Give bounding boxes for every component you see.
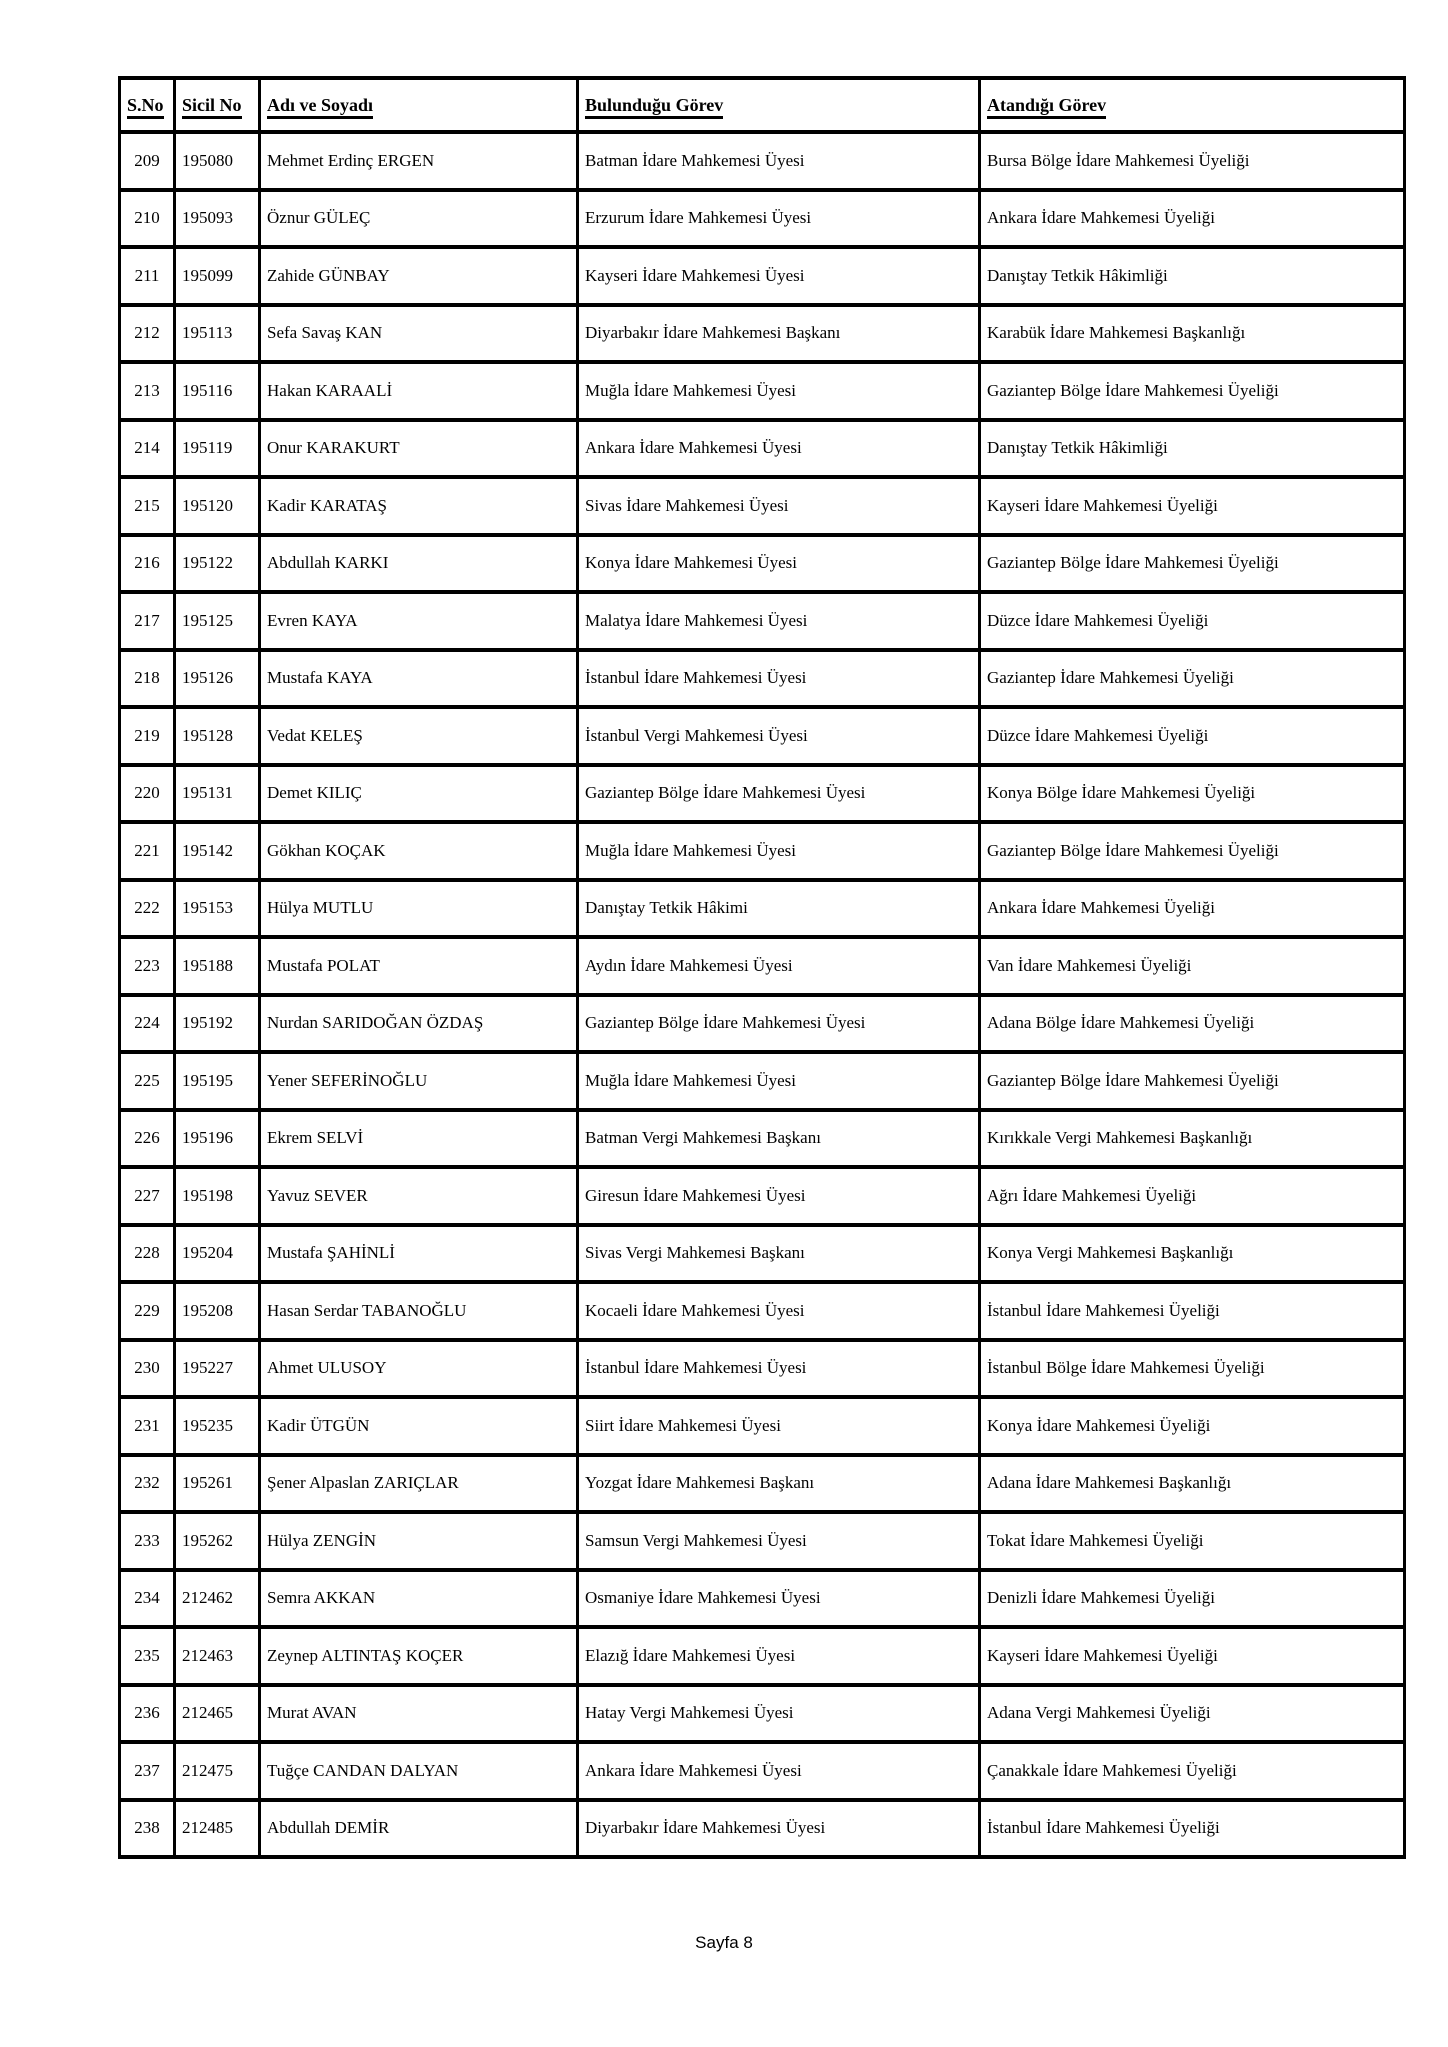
table-row [120, 1282, 1405, 1340]
cell-registry-no: 212475 [175, 1742, 260, 1800]
cell-name: Hakan KARAALİ [260, 362, 578, 420]
cell-assigned-position: Düzce İdare Mahkemesi Üyeliği [980, 592, 1405, 650]
cell-registry-no: 195142 [175, 822, 260, 880]
cell-registry-no: 212463 [175, 1627, 260, 1685]
cell-registry-no: 195113 [175, 305, 260, 363]
table-row [120, 132, 1405, 190]
cell-current-position: Ankara İdare Mahkemesi Üyesi [578, 1742, 980, 1800]
cell-current-position: Kayseri İdare Mahkemesi Üyesi [578, 247, 980, 305]
table-row [120, 420, 1405, 478]
cell-current-position: Ankara İdare Mahkemesi Üyesi [578, 420, 980, 478]
cell-current-position: Danıştay Tetkik Hâkimi [578, 880, 980, 938]
cell-current-position: Konya İdare Mahkemesi Üyesi [578, 535, 980, 593]
cell-registry-no: 195131 [175, 765, 260, 823]
cell-current-position: Gaziantep Bölge İdare Mahkemesi Üyesi [578, 765, 980, 823]
cell-name: Zeynep ALTINTAŞ KOÇER [260, 1627, 578, 1685]
cell-assigned-position: İstanbul Bölge İdare Mahkemesi Üyeliği [980, 1340, 1405, 1398]
cell-current-position: Giresun İdare Mahkemesi Üyesi [578, 1167, 980, 1225]
cell-assigned-position: Danıştay Tetkik Hâkimliği [980, 247, 1405, 305]
cell-serial-no: 231 [120, 1397, 175, 1455]
cell-name: Evren KAYA [260, 592, 578, 650]
cell-current-position: Gaziantep Bölge İdare Mahkemesi Üyesi [578, 995, 980, 1053]
table-row [120, 1225, 1405, 1283]
cell-current-position: Muğla İdare Mahkemesi Üyesi [578, 822, 980, 880]
cell-current-position: Diyarbakır İdare Mahkemesi Başkanı [578, 305, 980, 363]
cell-serial-no: 236 [120, 1685, 175, 1743]
cell-serial-no: 209 [120, 132, 175, 190]
cell-current-position: İstanbul İdare Mahkemesi Üyesi [578, 650, 980, 708]
table-header-row [120, 78, 1405, 132]
cell-assigned-position: Adana Vergi Mahkemesi Üyeliği [980, 1685, 1405, 1743]
cell-serial-no: 228 [120, 1225, 175, 1283]
table-row [120, 1167, 1405, 1225]
cell-assigned-position: Konya Bölge İdare Mahkemesi Üyeliği [980, 765, 1405, 823]
cell-current-position: Aydın İdare Mahkemesi Üyesi [578, 937, 980, 995]
cell-name: Mustafa POLAT [260, 937, 578, 995]
cell-registry-no: 212465 [175, 1685, 260, 1743]
cell-registry-no: 195192 [175, 995, 260, 1053]
cell-assigned-position: Danıştay Tetkik Hâkimliği [980, 420, 1405, 478]
cell-serial-no: 226 [120, 1110, 175, 1168]
cell-current-position: İstanbul Vergi Mahkemesi Üyesi [578, 707, 980, 765]
cell-registry-no: 195153 [175, 880, 260, 938]
cell-name: Öznur GÜLEÇ [260, 190, 578, 248]
cell-assigned-position: Düzce İdare Mahkemesi Üyeliği [980, 707, 1405, 765]
cell-current-position: Elazığ İdare Mahkemesi Üyesi [578, 1627, 980, 1685]
cell-serial-no: 234 [120, 1570, 175, 1628]
header-name-label: Adı ve Soyadı [267, 95, 373, 119]
header-registry-no [175, 78, 260, 132]
cell-registry-no: 195227 [175, 1340, 260, 1398]
table-row [120, 1800, 1405, 1858]
header-name [260, 78, 578, 132]
table-row [120, 362, 1405, 420]
cell-name: Mehmet Erdinç ERGEN [260, 132, 578, 190]
cell-name: Yener SEFERİNOĞLU [260, 1052, 578, 1110]
cell-current-position: Yozgat İdare Mahkemesi Başkanı [578, 1455, 980, 1513]
cell-current-position: Muğla İdare Mahkemesi Üyesi [578, 1052, 980, 1110]
cell-registry-no: 195080 [175, 132, 260, 190]
cell-name: Demet KILIÇ [260, 765, 578, 823]
table-row [120, 650, 1405, 708]
cell-assigned-position: Denizli İdare Mahkemesi Üyeliği [980, 1570, 1405, 1628]
cell-serial-no: 211 [120, 247, 175, 305]
cell-name: Semra AKKAN [260, 1570, 578, 1628]
cell-serial-no: 232 [120, 1455, 175, 1513]
cell-assigned-position: Bursa Bölge İdare Mahkemesi Üyeliği [980, 132, 1405, 190]
cell-registry-no: 195195 [175, 1052, 260, 1110]
cell-name: Kadir KARATAŞ [260, 477, 578, 535]
cell-serial-no: 230 [120, 1340, 175, 1398]
header-current-position-label: Bulunduğu Görev [585, 95, 723, 119]
cell-serial-no: 221 [120, 822, 175, 880]
header-serial-no-label: S.No [127, 95, 164, 119]
cell-registry-no: 195208 [175, 1282, 260, 1340]
table-row [120, 880, 1405, 938]
cell-registry-no: 195099 [175, 247, 260, 305]
cell-assigned-position: Ankara İdare Mahkemesi Üyeliği [980, 190, 1405, 248]
table-row [120, 995, 1405, 1053]
cell-serial-no: 224 [120, 995, 175, 1053]
table-row [120, 1570, 1405, 1628]
table-row [120, 1685, 1405, 1743]
cell-current-position: Osmaniye İdare Mahkemesi Üyesi [578, 1570, 980, 1628]
table-row [120, 707, 1405, 765]
table-row [120, 305, 1405, 363]
cell-name: Hülya ZENGİN [260, 1512, 578, 1570]
cell-registry-no: 212462 [175, 1570, 260, 1628]
cell-assigned-position: Çanakkale İdare Mahkemesi Üyeliği [980, 1742, 1405, 1800]
header-assigned-position-label: Atandığı Görev [987, 95, 1106, 119]
cell-serial-no: 214 [120, 420, 175, 478]
cell-current-position: Kocaeli İdare Mahkemesi Üyesi [578, 1282, 980, 1340]
cell-name: Nurdan SARIDOĞAN ÖZDAŞ [260, 995, 578, 1053]
cell-serial-no: 235 [120, 1627, 175, 1685]
cell-name: Şener Alpaslan ZARIÇLAR [260, 1455, 578, 1513]
cell-registry-no: 195235 [175, 1397, 260, 1455]
cell-current-position: Diyarbakır İdare Mahkemesi Üyesi [578, 1800, 980, 1858]
cell-assigned-position: Van İdare Mahkemesi Üyeliği [980, 937, 1405, 995]
cell-current-position: Sivas Vergi Mahkemesi Başkanı [578, 1225, 980, 1283]
header-serial-no [120, 78, 175, 132]
cell-current-position: Muğla İdare Mahkemesi Üyesi [578, 362, 980, 420]
cell-serial-no: 216 [120, 535, 175, 593]
cell-registry-no: 195196 [175, 1110, 260, 1168]
table-row [120, 535, 1405, 593]
cell-current-position: İstanbul İdare Mahkemesi Üyesi [578, 1340, 980, 1398]
cell-name: Mustafa KAYA [260, 650, 578, 708]
cell-serial-no: 238 [120, 1800, 175, 1858]
cell-registry-no: 195128 [175, 707, 260, 765]
table-row [120, 1052, 1405, 1110]
cell-current-position: Batman İdare Mahkemesi Üyesi [578, 132, 980, 190]
cell-assigned-position: Adana İdare Mahkemesi Başkanlığı [980, 1455, 1405, 1513]
cell-serial-no: 220 [120, 765, 175, 823]
cell-registry-no: 195126 [175, 650, 260, 708]
cell-assigned-position: İstanbul İdare Mahkemesi Üyeliği [980, 1800, 1405, 1858]
cell-serial-no: 217 [120, 592, 175, 650]
cell-serial-no: 227 [120, 1167, 175, 1225]
cell-registry-no: 195125 [175, 592, 260, 650]
cell-name: Zahide GÜNBAY [260, 247, 578, 305]
cell-serial-no: 210 [120, 190, 175, 248]
appointments-table [118, 76, 1406, 1859]
cell-serial-no: 212 [120, 305, 175, 363]
cell-assigned-position: Kayseri İdare Mahkemesi Üyeliği [980, 477, 1405, 535]
cell-name: Gökhan KOÇAK [260, 822, 578, 880]
cell-current-position: Hatay Vergi Mahkemesi Üyesi [578, 1685, 980, 1743]
header-current-position [578, 78, 980, 132]
cell-registry-no: 195198 [175, 1167, 260, 1225]
cell-name: Abdullah KARKI [260, 535, 578, 593]
cell-assigned-position: Gaziantep Bölge İdare Mahkemesi Üyeliği [980, 1052, 1405, 1110]
cell-assigned-position: Karabük İdare Mahkemesi Başkanlığı [980, 305, 1405, 363]
cell-current-position: Batman Vergi Mahkemesi Başkanı [578, 1110, 980, 1168]
cell-assigned-position: Gaziantep İdare Mahkemesi Üyeliği [980, 650, 1405, 708]
cell-serial-no: 215 [120, 477, 175, 535]
cell-assigned-position: Gaziantep Bölge İdare Mahkemesi Üyeliği [980, 362, 1405, 420]
cell-current-position: Sivas İdare Mahkemesi Üyesi [578, 477, 980, 535]
cell-current-position: Erzurum İdare Mahkemesi Üyesi [578, 190, 980, 248]
table-row [120, 1340, 1405, 1398]
cell-registry-no: 195262 [175, 1512, 260, 1570]
cell-name: Onur KARAKURT [260, 420, 578, 478]
cell-serial-no: 237 [120, 1742, 175, 1800]
cell-serial-no: 213 [120, 362, 175, 420]
cell-registry-no: 195261 [175, 1455, 260, 1513]
cell-assigned-position: Tokat İdare Mahkemesi Üyeliği [980, 1512, 1405, 1570]
cell-registry-no: 195204 [175, 1225, 260, 1283]
table-row [120, 247, 1405, 305]
table-row [120, 1627, 1405, 1685]
header-assigned-position [980, 78, 1405, 132]
cell-name: Murat AVAN [260, 1685, 578, 1743]
cell-serial-no: 222 [120, 880, 175, 938]
table-row [120, 1742, 1405, 1800]
cell-registry-no: 195120 [175, 477, 260, 535]
cell-name: Vedat KELEŞ [260, 707, 578, 765]
cell-assigned-position: Gaziantep Bölge İdare Mahkemesi Üyeliği [980, 535, 1405, 593]
cell-serial-no: 218 [120, 650, 175, 708]
cell-name: Sefa Savaş KAN [260, 305, 578, 363]
cell-name: Kadir ÜTGÜN [260, 1397, 578, 1455]
table-row [120, 190, 1405, 248]
cell-registry-no: 195122 [175, 535, 260, 593]
cell-assigned-position: Kırıkkale Vergi Mahkemesi Başkanlığı [980, 1110, 1405, 1168]
cell-assigned-position: Kayseri İdare Mahkemesi Üyeliği [980, 1627, 1405, 1685]
cell-assigned-position: Konya Vergi Mahkemesi Başkanlığı [980, 1225, 1405, 1283]
table-row [120, 1455, 1405, 1513]
cell-name: Hülya MUTLU [260, 880, 578, 938]
table-row [120, 477, 1405, 535]
cell-registry-no: 195188 [175, 937, 260, 995]
cell-name: Mustafa ŞAHİNLİ [260, 1225, 578, 1283]
cell-name: Tuğçe CANDAN DALYAN [260, 1742, 578, 1800]
table-row [120, 592, 1405, 650]
cell-serial-no: 229 [120, 1282, 175, 1340]
table-row [120, 1110, 1405, 1168]
cell-current-position: Siirt İdare Mahkemesi Üyesi [578, 1397, 980, 1455]
table-row [120, 765, 1405, 823]
cell-name: Abdullah DEMİR [260, 1800, 578, 1858]
cell-registry-no: 195093 [175, 190, 260, 248]
cell-current-position: Malatya İdare Mahkemesi Üyesi [578, 592, 980, 650]
table-row [120, 1512, 1405, 1570]
cell-registry-no: 212485 [175, 1800, 260, 1858]
cell-assigned-position: Konya İdare Mahkemesi Üyeliği [980, 1397, 1405, 1455]
header-registry-no-label: Sicil No [182, 95, 242, 119]
cell-assigned-position: Gaziantep Bölge İdare Mahkemesi Üyeliği [980, 822, 1405, 880]
table-row [120, 822, 1405, 880]
cell-assigned-position: İstanbul İdare Mahkemesi Üyeliği [980, 1282, 1405, 1340]
cell-serial-no: 223 [120, 937, 175, 995]
cell-serial-no: 219 [120, 707, 175, 765]
cell-registry-no: 195116 [175, 362, 260, 420]
cell-assigned-position: Adana Bölge İdare Mahkemesi Üyeliği [980, 995, 1405, 1053]
cell-name: Ekrem SELVİ [260, 1110, 578, 1168]
cell-assigned-position: Ankara İdare Mahkemesi Üyeliği [980, 880, 1405, 938]
cell-serial-no: 225 [120, 1052, 175, 1110]
cell-assigned-position: Ağrı İdare Mahkemesi Üyeliği [980, 1167, 1405, 1225]
cell-registry-no: 195119 [175, 420, 260, 478]
cell-current-position: Samsun Vergi Mahkemesi Üyesi [578, 1512, 980, 1570]
table-row [120, 1397, 1405, 1455]
page-footer: Sayfa 8 [695, 1933, 753, 1952]
cell-name: Ahmet ULUSOY [260, 1340, 578, 1398]
cell-serial-no: 233 [120, 1512, 175, 1570]
cell-name: Yavuz SEVER [260, 1167, 578, 1225]
cell-name: Hasan Serdar TABANOĞLU [260, 1282, 578, 1340]
table-row [120, 937, 1405, 995]
